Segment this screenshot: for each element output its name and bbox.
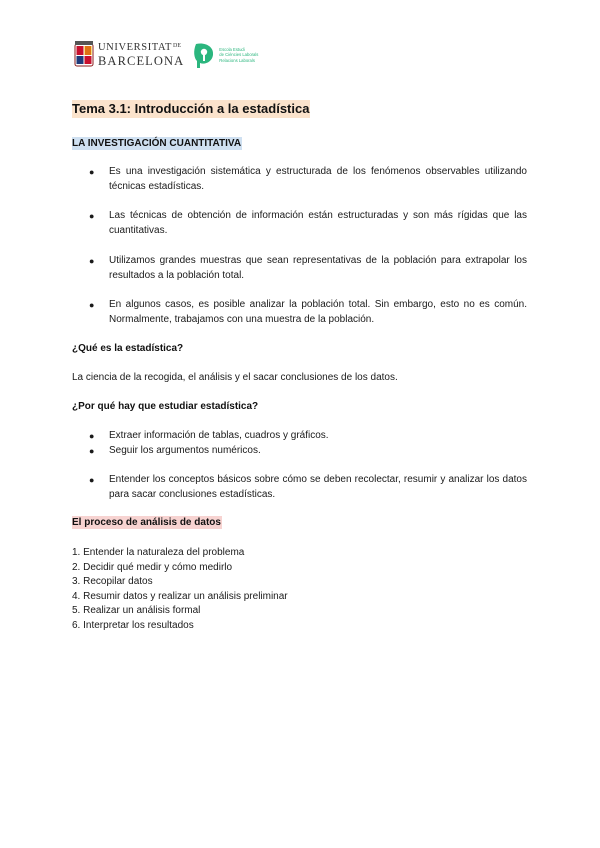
quantitative-bullet-list (72, 209, 527, 238)
list-item (72, 473, 527, 502)
list-item (72, 444, 527, 459)
why-study-bullet-list (72, 429, 527, 458)
header-logos (74, 38, 258, 72)
partner-logo-line: Relacions Laborals (219, 57, 255, 63)
list-item: 4. Resumir datos y realizar un análisis preliminar (72, 590, 288, 602)
list-item (72, 165, 527, 194)
list-item-text: Utilizamos grandes muestras que sean representativas de la población para extrapolar los resultados a la población total. (109, 255, 527, 281)
partner-logo-icon (192, 41, 216, 69)
list-item: 5. Realizar un análisis formal (72, 605, 201, 617)
partner-logo (192, 41, 258, 69)
university-name-line2: BARCELONA (98, 54, 185, 68)
quantitative-bullet-list (72, 254, 527, 283)
list-item-text: Es una investigación sistemática y estructurada de los fenómenos observables utilizando técnicas estadísticas. (109, 166, 527, 192)
bullet-icon: ● (89, 256, 95, 266)
quantitative-bullet-list (72, 298, 527, 327)
bullet-icon: ● (89, 211, 95, 221)
list-item-text: Extraer información de tablas, cuadros y gráficos. (109, 430, 329, 441)
university-shield-icon (74, 41, 94, 69)
section-heading-why-study: ¿Por qué hay que estudiar estadística? (72, 401, 259, 412)
list-item (72, 298, 527, 327)
section-heading-quantitative: LA INVESTIGACIÓN CUANTITATIVA (72, 138, 242, 149)
list-item (72, 429, 527, 444)
list-item: 6. Interpretar los resultados (72, 619, 194, 631)
section-heading-analysis-process: El proceso de análisis de datos (72, 517, 221, 528)
bullet-icon: ● (89, 445, 95, 456)
university-name-suffix: DE (173, 42, 182, 49)
why-study-bullet-list (72, 473, 527, 502)
partner-logo-line: de Ciències Laborals (219, 52, 259, 58)
list-item: 1. Entender la naturaleza del problema (72, 547, 245, 558)
page-title: Tema 3.1: Introducción a la estadística (72, 101, 310, 116)
quantitative-bullet-list (72, 165, 527, 194)
university-name-line1: UNIVERSITAT (98, 41, 173, 53)
list-item (72, 254, 527, 283)
university-logo (74, 41, 184, 69)
list-item: 2. Decidir qué medir y cómo medirlo (72, 561, 233, 573)
partner-logo-line: Escola Estudi (219, 47, 245, 53)
list-item: 3. Recopilar datos (72, 576, 153, 588)
list-item-text: Las técnicas de obtención de información están estructuradas y son más rígidas que las cuantitativas. (109, 210, 527, 236)
definition-paragraph: La ciencia de la recogida, el análisis y el sacar conclusiones de los datos. (72, 372, 398, 383)
section-heading-what-is-statistics: ¿Qué es la estadística? (72, 343, 184, 354)
bullet-icon: ● (89, 431, 95, 441)
bullet-icon: ● (89, 475, 95, 485)
bullet-icon: ● (89, 167, 95, 177)
list-item-text: En algunos casos, es posible analizar la población total. Sin embargo, esto no es común. Normalmente, trabajamos con una muestra de la población. (109, 299, 527, 325)
list-item (72, 209, 527, 238)
list-item-text: Entender los conceptos básicos sobre cómo se deben recolectar, resumir y analizar los datos para sacar conclusiones estadísticas. (109, 474, 527, 500)
bullet-icon: ● (89, 300, 95, 310)
list-item-text: Seguir los argumentos numéricos. (109, 444, 261, 456)
analysis-steps-list (72, 546, 288, 634)
